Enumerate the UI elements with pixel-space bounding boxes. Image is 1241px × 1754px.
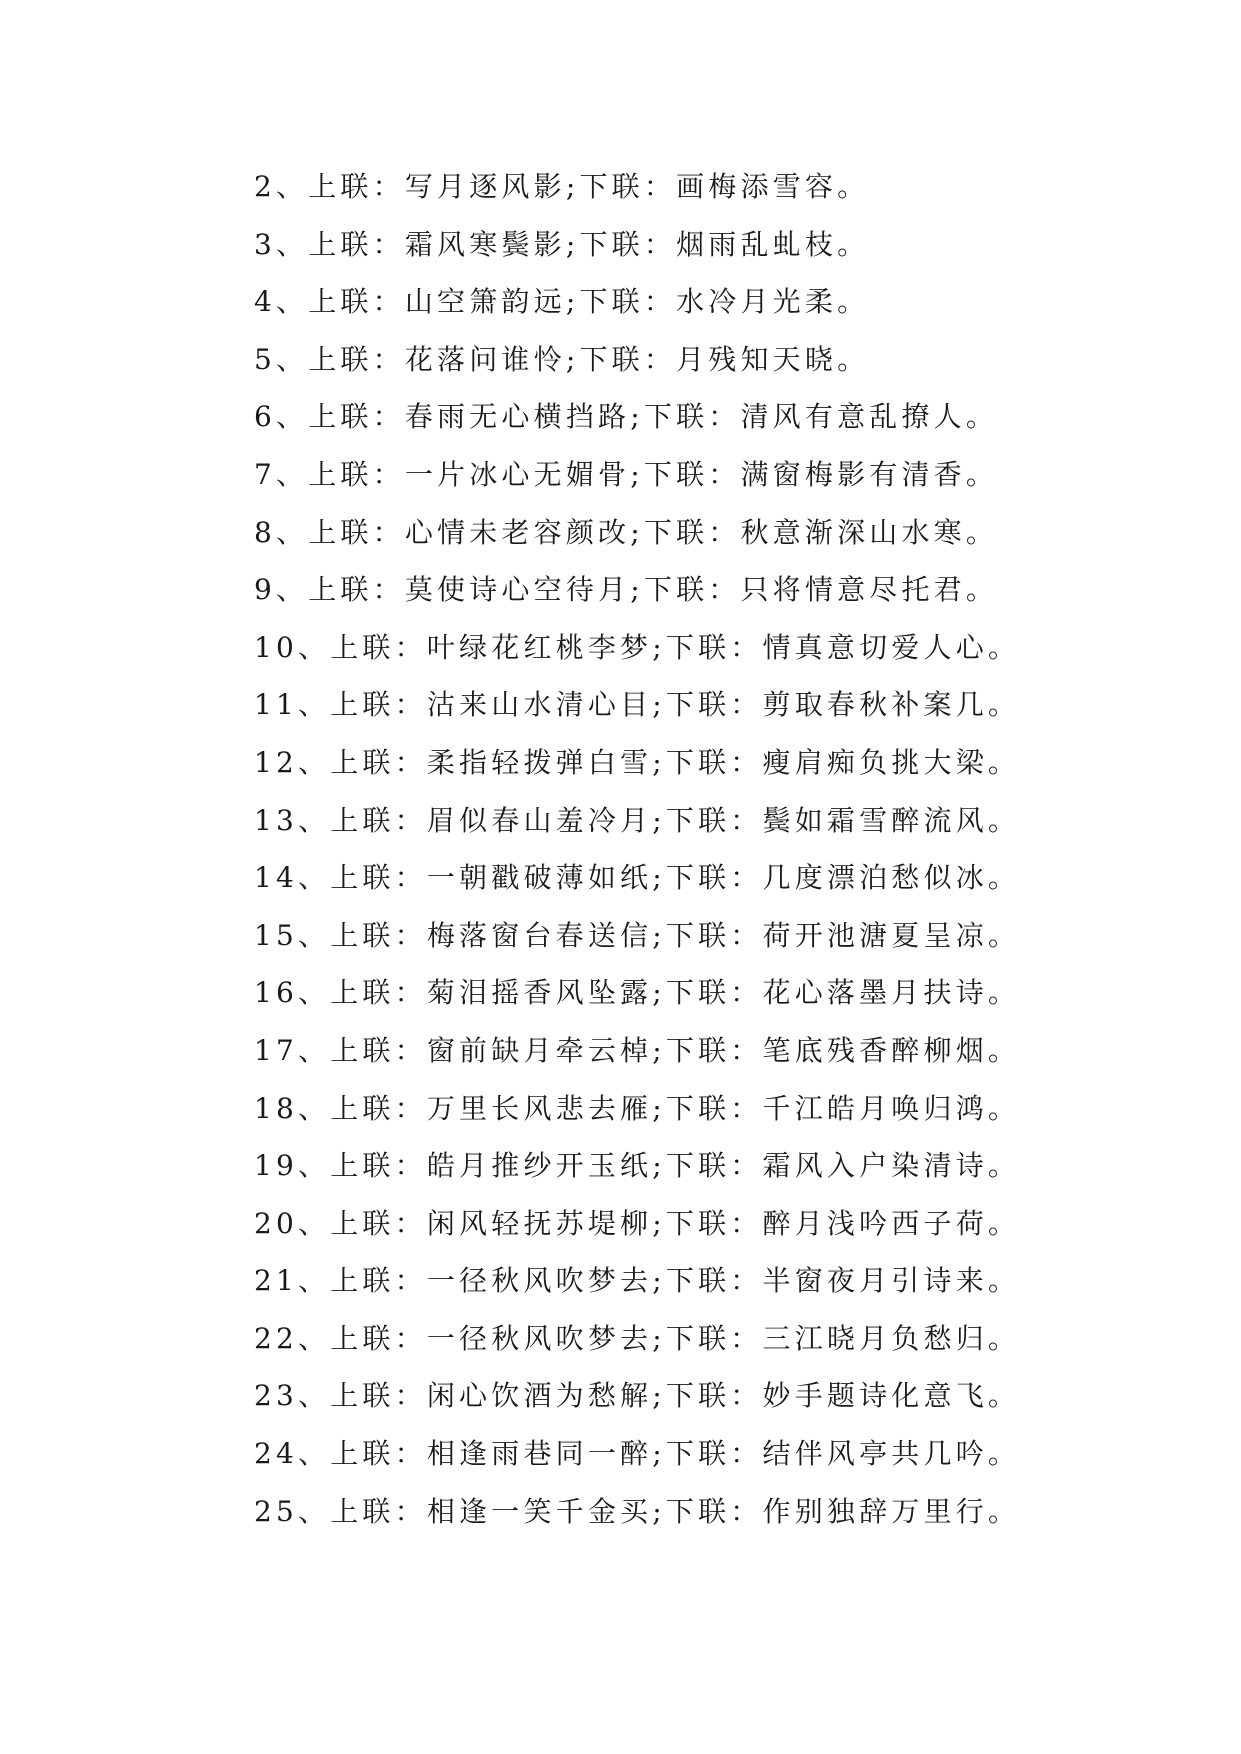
lower-label: 下联：: [665, 630, 763, 664]
upper-label: 上联：: [308, 457, 405, 491]
lower-couplet: 结伴风亭共几吟。: [762, 1437, 1021, 1471]
upper-couplet: 闲风轻抚苏堤柳;: [426, 1206, 666, 1240]
lower-couplet: 半窗夜月引诗来。: [762, 1264, 1021, 1298]
lower-label: 下联：: [579, 285, 677, 319]
couplet-line: [254, 446, 1154, 504]
upper-couplet: 叶绿花红桃李梦;: [426, 630, 666, 664]
upper-couplet: 闲心饮酒为愁解;: [426, 1379, 666, 1413]
lower-couplet: 只将情意尽托君。: [740, 573, 999, 607]
lower-label: 下联：: [665, 1494, 763, 1528]
line-number: 7、: [254, 457, 309, 491]
upper-couplet: 一径秋风吹梦去;: [426, 1321, 666, 1355]
upper-label: 上联：: [330, 1379, 427, 1413]
upper-label: 上联：: [308, 573, 405, 607]
line-number: 11、: [254, 688, 331, 722]
line-number: 22、: [254, 1321, 331, 1355]
upper-label: 上联：: [308, 400, 405, 434]
upper-label: 上联：: [330, 1264, 427, 1298]
lower-couplet: 妙手题诗化意飞。: [762, 1379, 1021, 1413]
lower-label: 下联：: [665, 1437, 763, 1471]
lower-couplet: 剪取春秋补案几。: [762, 688, 1021, 722]
lower-label: 下联：: [665, 976, 763, 1010]
upper-label: 上联：: [330, 861, 427, 895]
line-number: 20、: [254, 1206, 331, 1240]
upper-couplet: 霜风寒鬓影;: [404, 227, 580, 261]
couplet-line: [254, 734, 1154, 792]
lower-couplet: 花心落墨月扶诗。: [762, 976, 1021, 1010]
upper-couplet: 沽来山水清心目;: [426, 688, 666, 722]
line-number: 14、: [254, 861, 331, 895]
couplet-line: [254, 1425, 1154, 1483]
line-number: 9、: [254, 573, 309, 607]
line-number: 21、: [254, 1264, 331, 1298]
lower-label: 下联：: [665, 1206, 763, 1240]
lower-label: 下联：: [665, 1091, 763, 1125]
line-number: 16、: [254, 976, 331, 1010]
lower-label: 下联：: [665, 1149, 763, 1183]
couplet-line: [254, 561, 1154, 619]
line-number: 4、: [254, 285, 309, 319]
lower-couplet: 千江皓月唤归鸿。: [762, 1091, 1021, 1125]
upper-couplet: 梅落窗台春送信;: [426, 918, 666, 952]
upper-label: 上联：: [330, 1033, 427, 1067]
lower-couplet: 鬓如霜雪醉流风。: [762, 803, 1021, 837]
lower-couplet: 烟雨乱虬枝。: [676, 227, 870, 261]
couplet-list: [254, 158, 1154, 1540]
couplet-line: [254, 1022, 1154, 1080]
lower-couplet: 清风有意乱撩人。: [740, 400, 999, 434]
upper-label: 上联：: [308, 285, 405, 319]
couplet-line: [254, 388, 1154, 446]
couplet-line: [254, 1080, 1154, 1138]
upper-label: 上联：: [330, 1494, 427, 1528]
lower-label: 下联：: [665, 1321, 763, 1355]
line-number: 13、: [254, 803, 331, 837]
upper-label: 上联：: [330, 1149, 427, 1183]
upper-couplet: 写月逐风影;: [404, 170, 580, 203]
lower-couplet: 画梅添雪容。: [676, 170, 870, 203]
upper-couplet: 柔指轻拨弹白雪;: [426, 745, 666, 779]
line-number: 17、: [254, 1033, 331, 1067]
couplet-line: [254, 1310, 1154, 1368]
lower-couplet: 荷开池溏夏呈凉。: [762, 918, 1021, 952]
couplet-line: [254, 792, 1154, 850]
line-number: 12、: [254, 745, 331, 779]
lower-couplet: 三江晓月负愁归。: [762, 1321, 1021, 1355]
upper-label: 上联：: [330, 1091, 427, 1125]
line-number: 5、: [254, 342, 309, 376]
lower-couplet: 笔底残香醉柳烟。: [762, 1033, 1021, 1067]
couplet-line: [254, 676, 1154, 734]
line-number: 6、: [254, 400, 309, 434]
lower-label: 下联：: [665, 861, 763, 895]
upper-label: 上联：: [330, 918, 427, 952]
upper-label: 上联：: [308, 342, 405, 376]
upper-couplet: 窗前缺月牵云棹;: [426, 1033, 666, 1067]
upper-couplet: 一朝戳破薄如纸;: [426, 861, 666, 895]
lower-couplet: 情真意切爱人心。: [762, 630, 1021, 664]
upper-couplet: 花落问谁怜;: [404, 342, 580, 376]
couplet-line: [254, 504, 1154, 562]
upper-couplet: 一片冰心无媚骨;: [404, 457, 644, 491]
lower-label: 下联：: [665, 1264, 763, 1298]
couplet-line: [254, 964, 1154, 1022]
upper-couplet: 一径秋风吹梦去;: [426, 1264, 666, 1298]
lower-couplet: 作别独辞万里行。: [762, 1494, 1021, 1528]
upper-label: 上联：: [330, 630, 427, 664]
line-number: 19、: [254, 1149, 331, 1183]
lower-label: 下联：: [643, 400, 741, 434]
line-number: 10、: [254, 630, 331, 664]
upper-label: 上联：: [330, 976, 427, 1010]
upper-couplet: 皓月推纱开玉纸;: [426, 1149, 666, 1183]
lower-label: 下联：: [643, 573, 741, 607]
upper-label: 上联：: [330, 1321, 427, 1355]
couplet-line: [254, 216, 1154, 274]
couplet-line: [254, 158, 1154, 216]
couplet-line: [254, 1483, 1154, 1541]
couplet-line: [254, 619, 1154, 677]
upper-couplet: 莫使诗心空待月;: [404, 573, 644, 607]
lower-couplet: 满窗梅影有清香。: [740, 457, 999, 491]
lower-couplet: 水冷月光柔。: [676, 285, 870, 319]
upper-couplet: 相逢雨巷同一醉;: [426, 1437, 666, 1471]
lower-couplet: 瘦肩痴负挑大梁。: [762, 745, 1021, 779]
lower-couplet: 醉月浅吟西子荷。: [762, 1206, 1021, 1240]
upper-label: 上联：: [308, 515, 405, 549]
lower-label: 下联：: [579, 342, 677, 376]
upper-label: 上联：: [330, 745, 427, 779]
upper-couplet: 心情未老容颜改;: [404, 515, 644, 549]
upper-couplet: 山空箫韵远;: [404, 285, 580, 319]
lower-label: 下联：: [665, 803, 763, 837]
upper-label: 上联：: [330, 803, 427, 837]
lower-label: 下联：: [665, 745, 763, 779]
line-number: 23、: [254, 1379, 331, 1413]
line-number: 24、: [254, 1437, 331, 1471]
lower-label: 下联：: [643, 515, 741, 549]
upper-couplet: 春雨无心横挡路;: [404, 400, 644, 434]
line-number: 8、: [254, 515, 309, 549]
line-number: 18、: [254, 1091, 331, 1125]
couplet-line: [254, 273, 1154, 331]
lower-label: 下联：: [665, 918, 763, 952]
lower-label: 下联：: [665, 688, 763, 722]
couplet-line: [254, 849, 1154, 907]
couplet-line: [254, 1252, 1154, 1310]
lower-label: 下联：: [643, 457, 741, 491]
lower-couplet: 几度漂泊愁似冰。: [762, 861, 1021, 895]
upper-label: 上联：: [330, 1206, 427, 1240]
upper-label: 上联：: [308, 227, 405, 261]
lower-label: 下联：: [665, 1379, 763, 1413]
lower-couplet: 月残知天晓。: [676, 342, 870, 376]
lower-label: 下联：: [579, 227, 677, 261]
lower-label: 下联：: [579, 170, 677, 203]
upper-label: 上联：: [308, 170, 405, 203]
couplet-line: [254, 1137, 1154, 1195]
lower-couplet: 秋意渐深山水寒。: [740, 515, 999, 549]
upper-couplet: 万里长风悲去雁;: [426, 1091, 666, 1125]
lower-label: 下联：: [665, 1033, 763, 1067]
upper-couplet: 菊泪摇香风坠露;: [426, 976, 666, 1010]
couplet-line: [254, 331, 1154, 389]
line-number: 15、: [254, 918, 331, 952]
lower-couplet: 霜风入户染清诗。: [762, 1149, 1021, 1183]
upper-couplet: 眉似春山羞冷月;: [426, 803, 666, 837]
couplet-line: [254, 1195, 1154, 1253]
couplet-line: [254, 907, 1154, 965]
line-number: 25、: [254, 1494, 331, 1528]
upper-couplet: 相逢一笑千金买;: [426, 1494, 666, 1528]
line-number: 3、: [254, 227, 309, 261]
line-number: 2、: [254, 170, 309, 203]
upper-label: 上联：: [330, 688, 427, 722]
couplet-line: [254, 1367, 1154, 1425]
upper-label: 上联：: [330, 1437, 427, 1471]
